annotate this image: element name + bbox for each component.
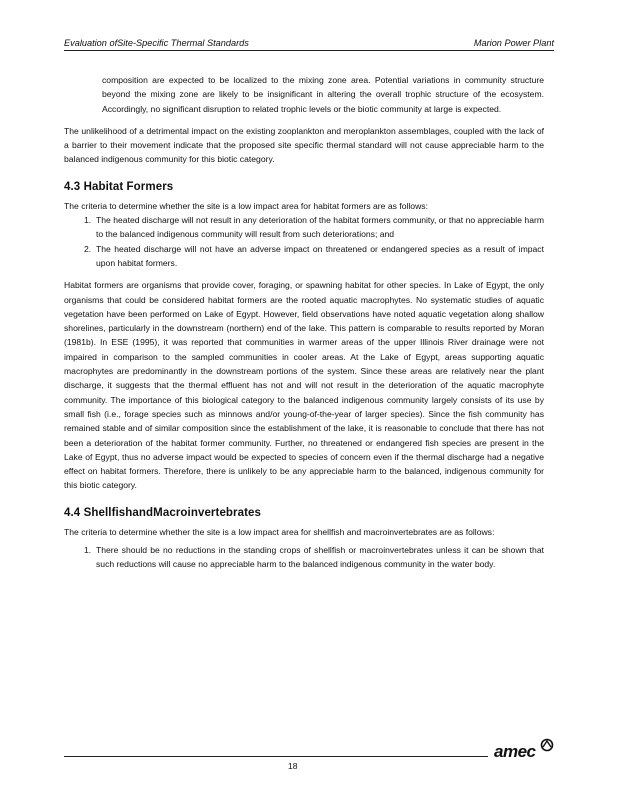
list-item (84, 213, 544, 242)
continuation-paragraph: composition are expected to be localized to the mixing zone area. Potential variations in community structure beyond the mixing zone are likely to be insignificant in altering the overall trophic structure of the ecosystem. Accordingly, no significant disruption to related trophic levels or the biotic community at large is expected. (102, 75, 544, 114)
page-number: 18 (288, 761, 298, 771)
list-item-number: 1. (84, 545, 92, 556)
list-item (84, 242, 544, 271)
shellfish-criteria-list (64, 543, 544, 572)
list-item-text: The heated discharge will not have an adverse impact on threatened or endangered species as a result of impact upon habitat formers. (96, 243, 544, 268)
list-item-text: There should be no reductions in the standing crops of shellfish or macroinvertebrates unless it can be shown that such reductions will cause no appreciable harm to the balanced indigenous community in the water body. (96, 545, 544, 570)
list-item (84, 543, 544, 572)
footer-rule (64, 756, 488, 757)
section-heading-shellfish: 4.4 ShellfishandMacroinvertebrates (64, 506, 262, 519)
list-item-number: 1. (84, 215, 92, 226)
header-plant-name: Marion Power Plant (473, 38, 554, 48)
list-item-text: The heated discharge will not result in any deterioration of the habitat formers community, or that no appreciable harm to the balanced indigenous community will result from such deteriorations; and (96, 215, 544, 240)
amec-logo (494, 738, 560, 766)
list-item-number: 2. (84, 243, 92, 254)
habitat-formers-body-paragraph: Habitat formers are organisms that provide cover, foraging, or spawning habitat for other species. In Lake of Egypt, the only organisms that could be considered habitat formers are the rooted aquatic macrophytes. No systematic studies of aquatic vegetation have been performed on Lake of Egypt. However, field observations have noted aquatic vegetation along shallow shorelines, particularly in the downstream (northern) end of the lake. This pattern is comparable to results reported by Moran (1981b). In ESE (1995), it was reported that communities in warmer areas of the upper Illinois River drainage were not impaired in comparison to the sampled communities in cooler areas. At the Lake of Egypt, areas supporting aquatic macrophytes are predominantly in the downstream portions of the system. Since these areas are relatively near the plant discharge, it suggests that the thermal effluent has not and will not result in the deterioration of the aquatic macrophyte community. The importance of this biological category to the balanced indigenous community largely consists of its use by small fish (i.e., forage species such as minnows and/or young-of-the-year of larger species). Since the fish community has remained stable and of similar composition since the establishment of the lake, it is reasonable to conclude that there has not been a deterioration of the habitat former community. Further, no threatened or endangered fish species are present in the Lake of Egypt, thus no adverse impact would be expected to species of concern even if the thermal discharge had a negative effect on habitat formers. Therefore, there is unlikely to be any appreciable harm to the balanced, indigenous community for this biotic category. (64, 280, 544, 491)
page-body (64, 73, 544, 572)
logo-globe-icon (540, 738, 554, 752)
header-document-title: Evaluation ofSite-Specific Thermal Standards (64, 38, 249, 48)
plankton-conclusion-paragraph: The unlikelihood of a detrimental impact on the existing zooplankton and meroplankton assemblages, coupled with the lack of a barrier to their movement indicate that the proposed site specific thermal standard will not cause appreciable harm to the balanced indigenous community for this biotic category. (64, 125, 544, 165)
header-rule (64, 50, 554, 51)
habitat-criteria-intro: The criteria to determine whether the site is a low impact area for habitat formers are as follows: (64, 200, 428, 211)
shellfish-criteria-intro: The criteria to determine whether the site is a low impact area for shellfish and macroinvertebrates are as follows: (64, 526, 495, 537)
habitat-criteria-list (64, 213, 544, 270)
section-heading-habitat-formers: 4.3 Habitat Formers (64, 180, 174, 193)
logo-wordmark: amec (494, 742, 536, 761)
